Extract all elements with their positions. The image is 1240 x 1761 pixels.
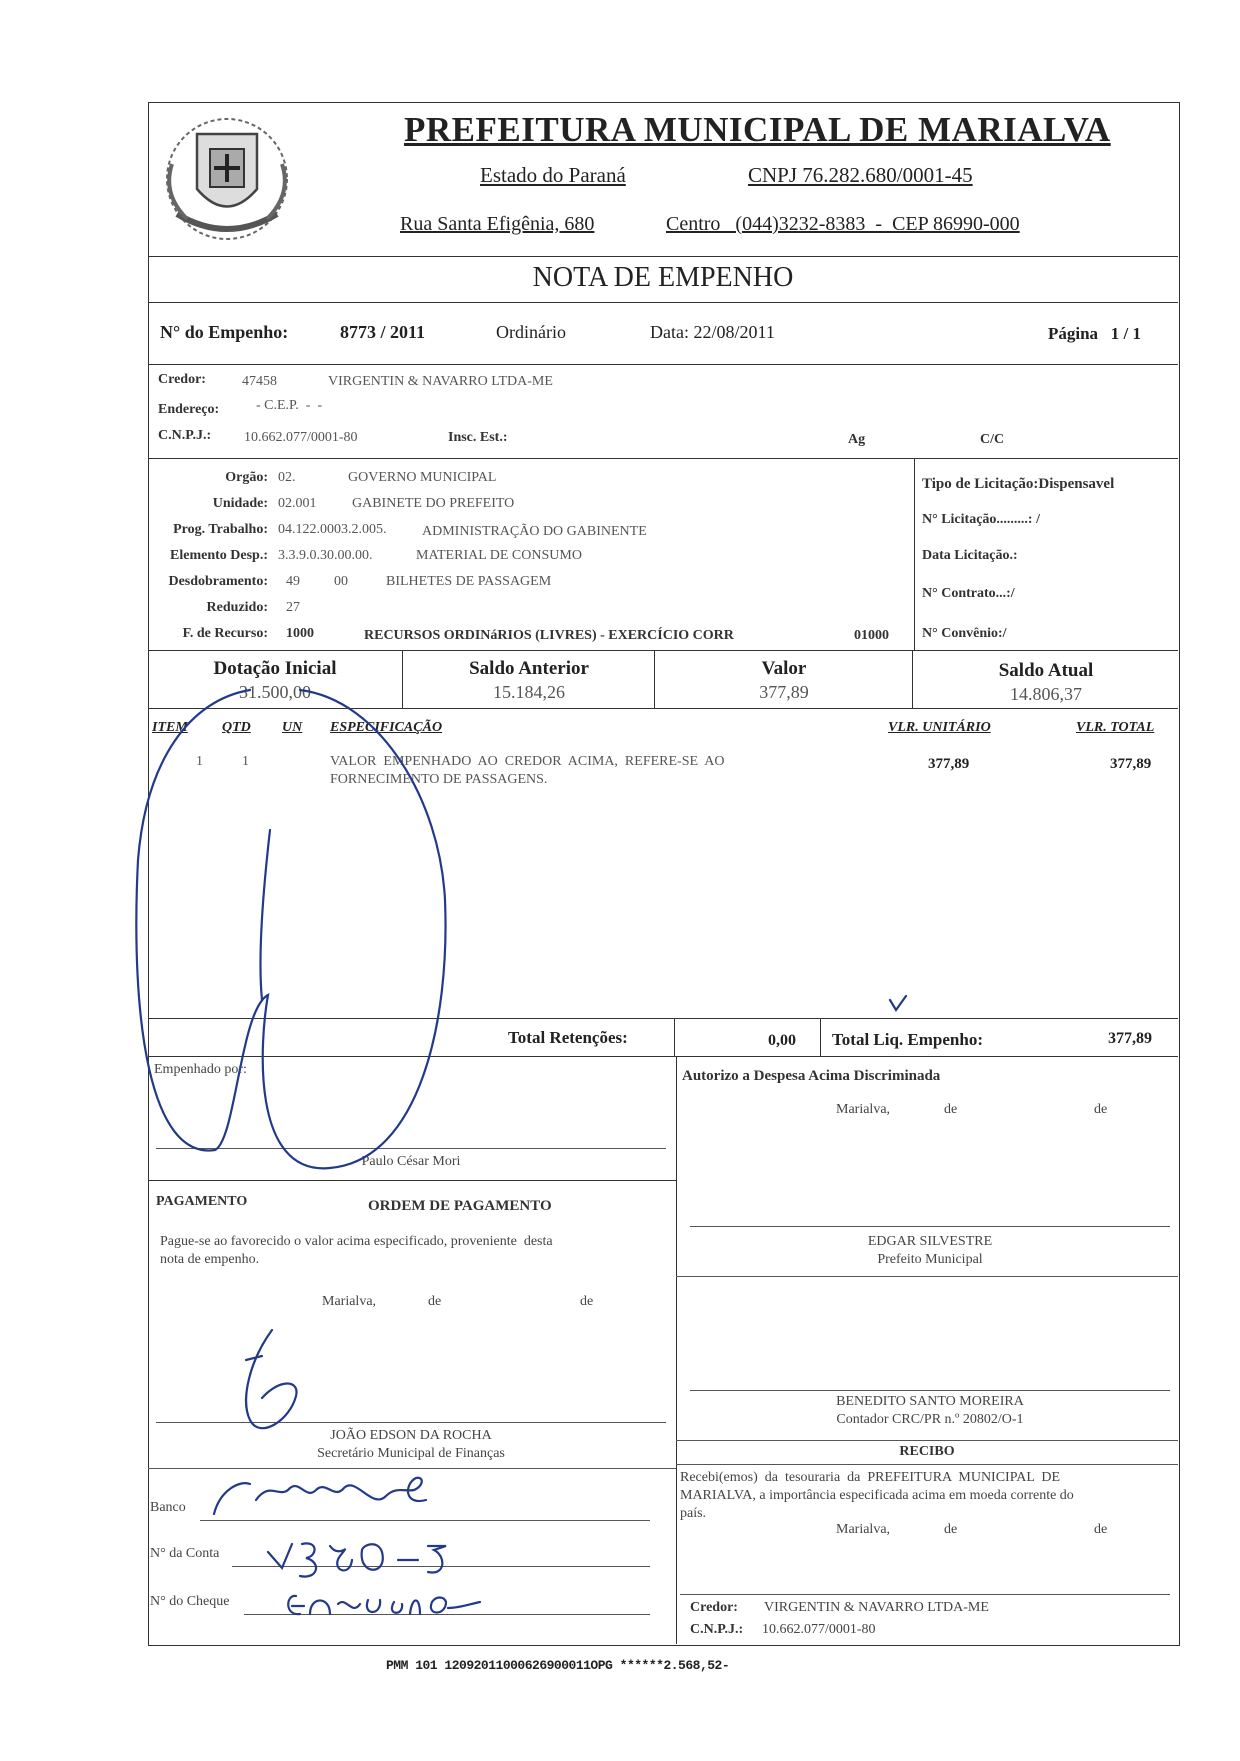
banco-field-line [200, 1520, 650, 1521]
row-especificacao: VALOR EMPENHADO AO CREDOR ACIMA, REFERE-SE AO [330, 754, 725, 769]
col-especificacao: ESPECIFICAÇÃO [330, 720, 443, 735]
valor-value: 377,89 [759, 682, 809, 702]
signature-line [156, 1422, 666, 1423]
signature-line [680, 1594, 1170, 1595]
endereco-label: Endereço: [158, 402, 220, 417]
empenhado-por-label: Empenhado por: [154, 1062, 247, 1077]
pagamento-texto-cont: nota de empenho. [160, 1252, 260, 1267]
signature-line [156, 1148, 666, 1149]
divider [654, 650, 655, 708]
valor-label: Valor [761, 658, 807, 679]
divider [820, 1018, 821, 1056]
dotacao-inicial-value: 31.500,00 [239, 682, 311, 702]
numero-licitacao: N° Licitação.........: / [922, 512, 1040, 527]
banco-label: Banco [150, 1500, 186, 1515]
row-especificacao-cont: FORNECIMENTO DE PASSAGENS. [330, 772, 548, 787]
total-liquido-label: Total Liq. Empenho: [832, 1030, 983, 1049]
fonte-name: RECURSOS ORDINáRIOS (LIVRES) - EXERCÍCIO CORR [364, 628, 734, 643]
contador-nome: BENEDITO SANTO MOREIRA [836, 1394, 1024, 1409]
prog-name: ADMINISTRAÇÃO DO GABINENTE [422, 524, 647, 539]
data-licitacao: Data Licitação.: [922, 548, 1018, 563]
recibo-texto-fim: país. [680, 1506, 707, 1521]
prefeito-nome: EDGAR SILVESTRE [867, 1234, 993, 1249]
header-cnpj: CNPJ 76.282.680/0001-45 [748, 163, 973, 187]
autorizo-despesa: Autorizo a Despesa Acima Discriminada [682, 1068, 941, 1084]
conta-corrente-label: C/C [980, 432, 1005, 447]
saldo-atual-label: Saldo Atual [998, 660, 1094, 681]
autorizo-de-2: de [1094, 1102, 1108, 1117]
empenho-type: Ordinário [496, 322, 566, 342]
divider [676, 1464, 1178, 1465]
prefeito-cargo: Prefeito Municipal [877, 1252, 983, 1267]
cheque-field-line [244, 1614, 650, 1615]
numero-convenio: N° Convênio:/ [922, 626, 1007, 641]
col-valor-total: VLR. TOTAL [1076, 720, 1155, 735]
cnpj-value: 10.662.077/0001-80 [244, 430, 358, 445]
elemento-name: MATERIAL DE CONSUMO [416, 548, 582, 563]
autorizo-de-1: de [944, 1102, 958, 1117]
divider [148, 302, 1178, 303]
empenho-number: 8773 / 2011 [340, 322, 426, 342]
recibo-credor-label: Credor: [690, 1600, 738, 1615]
insc-est-label: Insc. Est.: [448, 430, 508, 445]
unidade-label: Unidade: [212, 496, 268, 511]
desdobramento-sub: 00 [334, 574, 348, 589]
footer-code: PMM 101 12092011000626900011OPG ******2.568,52- [386, 1658, 730, 1673]
divider [148, 1018, 1178, 1019]
recibo-cnpj-label: C.N.P.J.: [690, 1622, 744, 1637]
signature-line [690, 1226, 1170, 1227]
col-un: UN [282, 720, 303, 735]
header-address: Rua Santa Efigênia, 680 [400, 213, 595, 235]
divider [914, 458, 915, 650]
contador-cargo: Contador CRC/PR n.º 20802/O-1 [836, 1412, 1024, 1427]
tipo-licitacao: Tipo de Licitação:Dispensavel [922, 476, 1115, 492]
empenhado-por-nome: Paulo César Mori [361, 1154, 461, 1169]
credor-name: VIRGENTIN & NAVARRO LTDA-ME [328, 374, 553, 389]
elemento-code: 3.3.9.0.30.00.00. [278, 548, 373, 563]
recibo-de-1: de [944, 1522, 958, 1537]
divider [148, 650, 1178, 651]
numero-contrato: N° Contrato...:/ [922, 586, 1015, 601]
municipal-crest-icon [152, 104, 302, 254]
fonte-num: 01000 [854, 628, 889, 643]
divider [676, 1440, 1178, 1441]
fonte-code: 1000 [286, 626, 314, 641]
pagamento-de-2: de [580, 1294, 594, 1309]
credor-label: Credor: [158, 372, 206, 387]
prog-label: Prog. Trabalho: [173, 522, 268, 537]
col-qtd: QTD [222, 720, 251, 735]
row-valor-unitario: 377,89 [928, 756, 970, 772]
header-title: PREFEITURA MUNICIPAL DE MARIALVA [404, 110, 1111, 149]
desdobramento-name: BILHETES DE PASSAGEM [386, 574, 552, 589]
ordem-pagamento: ORDEM DE PAGAMENTO [368, 1198, 552, 1214]
saldo-anterior-value: 15.184,26 [493, 682, 565, 702]
recibo-title: RECIBO [899, 1444, 955, 1459]
divider [676, 1276, 1178, 1277]
autorizo-marialva: Marialva, [836, 1102, 891, 1117]
divider [674, 1018, 675, 1056]
total-liquido-value: 377,89 [1108, 1030, 1152, 1047]
total-retencoes-value: 0,00 [768, 1032, 796, 1049]
col-item: ITEM [152, 720, 188, 735]
divider [148, 458, 1178, 459]
doc-title: NOTA DE EMPENHO [532, 262, 794, 293]
recibo-texto: Recebi(emos) da tesouraria da PREFEITURA MUNICIPAL DE [680, 1470, 1061, 1485]
pagamento-marialva: Marialva, [322, 1294, 377, 1309]
desdobramento-label: Desdobramento: [168, 574, 268, 589]
recibo-marialva: Marialva, [836, 1522, 891, 1537]
header-state: Estado do Paraná [480, 163, 626, 187]
row-qtd: 1 [242, 754, 249, 769]
reduzido-label: Reduzido: [206, 600, 268, 615]
row-valor-total: 377,89 [1110, 756, 1152, 772]
orgao-label: Orgão: [225, 470, 268, 485]
prog-code: 04.122.0003.2.005. [278, 522, 387, 537]
empenho-label: N° do Empenho: [160, 322, 289, 342]
pagamento-label: PAGAMENTO [156, 1194, 248, 1209]
recibo-de-2: de [1094, 1522, 1108, 1537]
col-valor-unitario: VLR. UNITÁRIO [888, 720, 991, 735]
total-retencoes-label: Total Retenções: [508, 1028, 628, 1047]
empenho-page: Página 1 / 1 [1048, 324, 1142, 343]
dotacao-inicial-label: Dotação Inicial [213, 658, 337, 679]
divider [676, 1056, 677, 1451]
orgao-code: 02. [278, 470, 296, 485]
endereco-value: - C.E.P. - - [256, 398, 323, 413]
saldo-atual-value: 14.806,37 [1010, 684, 1082, 704]
recibo-cnpj: 10.662.077/0001-80 [762, 1622, 876, 1637]
divider [148, 1468, 676, 1469]
orgao-name: GOVERNO MUNICIPAL [348, 470, 497, 485]
empenho-date: Data: 22/08/2011 [650, 322, 775, 342]
divider [148, 1056, 1178, 1057]
signature-line [690, 1390, 1170, 1391]
agencia-label: Ag [848, 432, 866, 447]
pagamento-de-1: de [428, 1294, 442, 1309]
divider [148, 1180, 676, 1181]
cnpj-label: C.N.P.J.: [158, 428, 212, 443]
secretario-cargo: Secretário Municipal de Finanças [317, 1446, 505, 1461]
row-item: 1 [196, 754, 203, 769]
header-address-rest: Centro (044)3232-8383 - CEP 86990-000 [666, 213, 1020, 235]
unidade-code: 02.001 [278, 496, 317, 511]
unidade-name: GABINETE DO PREFEITO [352, 496, 515, 511]
elemento-label: Elemento Desp.: [170, 548, 268, 563]
reduzido-value: 27 [286, 600, 300, 615]
conta-field-line [232, 1566, 650, 1567]
divider [148, 364, 1178, 365]
divider [912, 650, 913, 708]
divider [148, 256, 1178, 257]
divider [148, 708, 1178, 709]
cheque-label: N° do Cheque [150, 1594, 230, 1609]
fonte-label: F. de Recurso: [182, 626, 268, 641]
pagamento-texto: Pague-se ao favorecido o valor acima especificado, proveniente desta [160, 1234, 553, 1249]
conta-label: N° da Conta [150, 1546, 220, 1561]
desdobramento-code: 49 [286, 574, 300, 589]
saldo-anterior-label: Saldo Anterior [469, 658, 589, 679]
divider [402, 650, 403, 708]
credor-code: 47458 [242, 374, 277, 389]
recibo-credor: VIRGENTIN & NAVARRO LTDA-ME [764, 1600, 989, 1615]
secretario-nome: JOÃO EDSON DA ROCHA [330, 1428, 492, 1443]
recibo-texto-cont: MARIALVA, a importância especificada acima em moeda corrente do [680, 1488, 1074, 1503]
divider [676, 1451, 677, 1644]
